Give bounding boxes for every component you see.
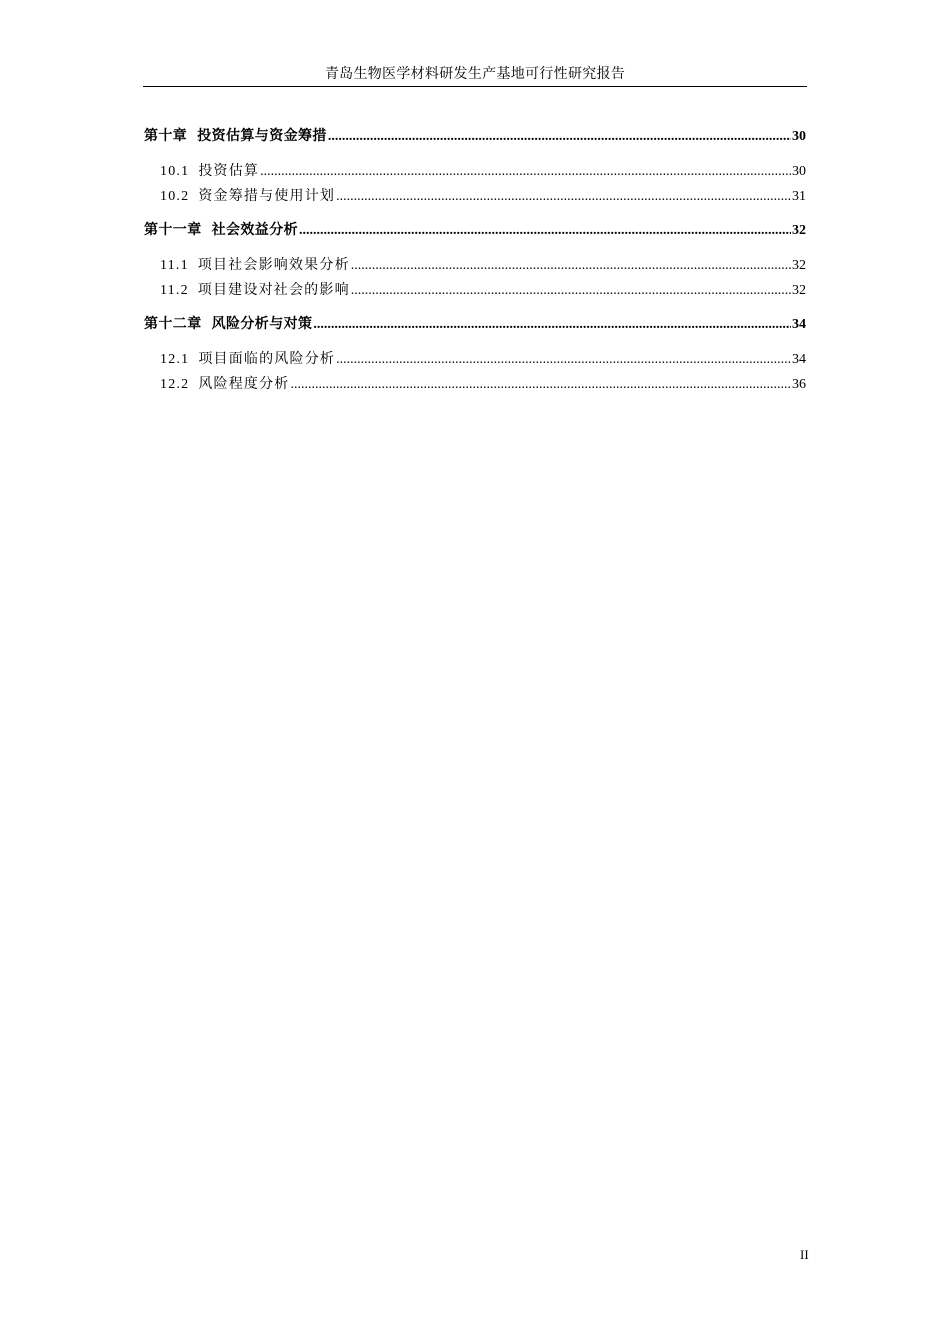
toc-section-11-1[interactable] (144, 255, 806, 277)
toc-section-10-2[interactable] (144, 186, 806, 208)
toc-section-10-1[interactable] (144, 161, 806, 183)
page-number: II (800, 1247, 809, 1262)
toc-entry-page: 34 (792, 317, 806, 332)
toc-entry-number: 第十一章 (144, 223, 202, 238)
toc-entry-number: 第十二章 (144, 317, 202, 332)
running-header-title: 青岛生物医学材料研发生产基地可行性研究报告 (324, 67, 626, 82)
toc-entry-number: 11.2 (160, 283, 189, 298)
dot-leader (291, 374, 791, 396)
toc-entry-page: 32 (792, 223, 806, 238)
toc-entry-title: 社会效益分析 (211, 223, 299, 238)
dot-leader (260, 161, 791, 183)
dot-leader (313, 314, 791, 336)
toc-section-11-2[interactable] (144, 280, 806, 302)
toc-entry-title: 风险分析与对策 (211, 317, 313, 332)
dot-leader (299, 220, 791, 242)
dot-leader (351, 255, 791, 277)
toc-entry-page: 36 (792, 377, 806, 392)
toc-entry-page: 31 (792, 189, 806, 204)
toc-entry-page: 30 (792, 164, 806, 179)
header-rule (143, 86, 807, 87)
dot-leader (336, 349, 791, 371)
toc-entry-title: 资金筹措与使用计划 (198, 189, 336, 204)
toc-entry-title: 投资估算 (198, 164, 260, 179)
toc-section-12-2[interactable] (144, 374, 806, 396)
toc-entry-number: 10.2 (160, 189, 190, 204)
toc-entry-page: 34 (792, 352, 806, 367)
dot-leader (351, 280, 791, 302)
dot-leader (328, 126, 791, 148)
toc-entry-title: 项目面临的风险分析 (198, 352, 336, 367)
toc-entry-number: 第十章 (144, 129, 188, 144)
toc-entry-number: 12.2 (160, 377, 190, 392)
toc-entry-number: 10.1 (160, 164, 190, 179)
toc-entry-number: 12.1 (160, 352, 190, 367)
dot-leader (336, 186, 791, 208)
toc-entry-title: 项目社会影响效果分析 (197, 258, 350, 273)
toc-entry-number: 11.1 (160, 258, 189, 273)
toc-section-12-1[interactable] (144, 349, 806, 371)
toc-entry-title: 投资估算与资金筹措 (197, 129, 327, 144)
toc-entry-title: 风险程度分析 (198, 377, 290, 392)
toc-chapter-10[interactable] (144, 126, 806, 148)
toc-entry-title: 项目建设对社会的影响 (197, 283, 350, 298)
toc-entry-page: 30 (792, 129, 806, 144)
toc-entry-page: 32 (792, 283, 806, 298)
toc-chapter-12[interactable] (144, 314, 806, 336)
toc-entry-page: 32 (792, 258, 806, 273)
toc-chapter-11[interactable] (144, 220, 806, 242)
